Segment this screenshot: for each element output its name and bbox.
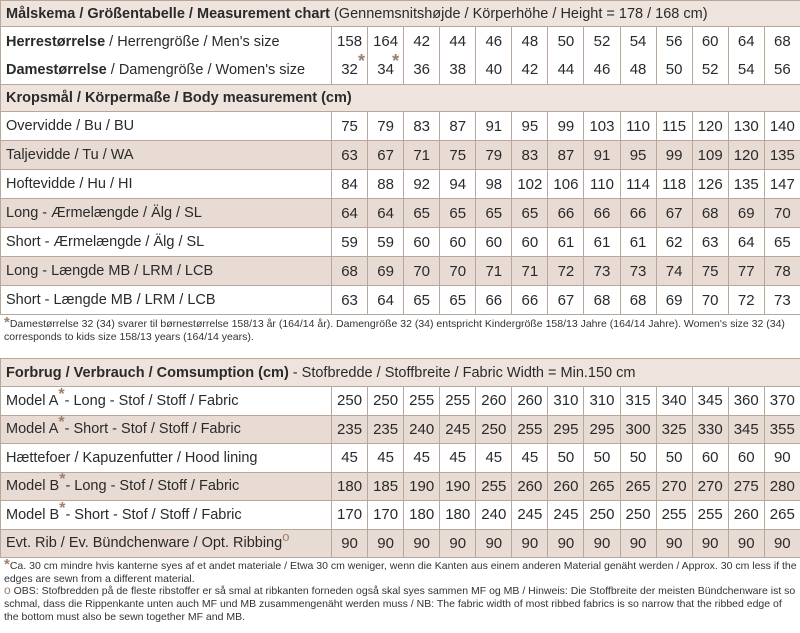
- consumption-cell: 260: [512, 387, 548, 416]
- measurement-cell: 83: [404, 112, 440, 141]
- consumption-row-label: [1, 472, 332, 501]
- measurement-cell: 130: [728, 112, 764, 141]
- consumption-cell: 90: [368, 529, 404, 558]
- size-footnote-text: Damestørrelse 32 (34) svarer til børnestørrelse 158/13 år (164/14 år). Damengröße 32 (34) entspricht Kindergröße 158/13 Jahre (164/14 Jahre). Women's size 32 (34) corresponds to kids size 158/13 years (164/14 years).: [4, 318, 785, 343]
- measurement-cell: 64: [368, 286, 404, 315]
- circle-icon: o: [4, 583, 11, 597]
- measurement-cell: 73: [584, 257, 620, 286]
- women-size-label-bold: Damestørrelse: [6, 61, 107, 78]
- measurement-row-label: Long - Ærmelængde / Älg / SL: [1, 199, 332, 228]
- consumption-table: [0, 358, 800, 558]
- measurement-cell: 88: [368, 170, 404, 199]
- consumption-row: [1, 501, 800, 530]
- measurement-row: [1, 170, 800, 199]
- measurement-cell: 68: [584, 286, 620, 315]
- consumption-cell: 90: [404, 529, 440, 558]
- consumption-cell: 50: [584, 444, 620, 473]
- measurement-cell: 65: [476, 199, 512, 228]
- consumption-cell: 90: [620, 529, 656, 558]
- measurement-cell: 68: [692, 199, 728, 228]
- consumption-cell: 260: [548, 472, 584, 501]
- measurement-row-label: Hoftevidde / Hu / HI: [1, 170, 332, 199]
- consumption-row: [1, 472, 800, 501]
- measurement-cell: 70: [764, 199, 800, 228]
- women-size-label: / Damengröße / Women's size: [106, 61, 306, 78]
- measurement-cell: 87: [548, 141, 584, 170]
- consumption-cell: 270: [692, 472, 728, 501]
- consumption-header: [1, 359, 800, 387]
- measurement-cell: 83: [512, 141, 548, 170]
- size-cell: 68 56: [764, 27, 800, 85]
- consumption-cell: 255: [404, 387, 440, 416]
- consumption-subtitle: - Stofbredde / Stoffbreite / Fabric Width = Min.150 cm: [288, 364, 636, 381]
- measurement-cell: 66: [512, 286, 548, 315]
- measurement-chart-title: Målskema / Größentabelle / Measurement chart: [6, 5, 330, 22]
- consumption-cell: 330: [692, 415, 728, 444]
- consumption-cell: 50: [620, 444, 656, 473]
- consumption-cell: 185: [368, 472, 404, 501]
- consumption-cell: 170: [368, 501, 404, 530]
- size-cell: 54 48: [620, 27, 656, 85]
- consumption-cell: 310: [584, 387, 620, 416]
- consumption-label-text: Model B: [6, 478, 60, 495]
- measurement-cell: 78: [764, 257, 800, 286]
- measurement-row: [1, 257, 800, 286]
- measurement-row: [1, 286, 800, 315]
- consumption-footnote-1: [4, 558, 798, 586]
- consumption-cell: 255: [440, 387, 476, 416]
- men-size-label: / Herrengröße / Men's size: [105, 33, 280, 50]
- measurement-cell: 135: [728, 170, 764, 199]
- measurement-cell: 102: [512, 170, 548, 199]
- measurement-cell: 109: [692, 141, 728, 170]
- consumption-label-suffix: - Short - Stof / Stoff / Fabric: [65, 506, 242, 523]
- size-labels: [1, 27, 332, 85]
- consumption-row: [1, 415, 800, 444]
- measurement-cell: 87: [440, 112, 476, 141]
- measurement-cell: 69: [368, 257, 404, 286]
- consumption-cell: 90: [764, 529, 800, 558]
- measurement-cell: 147: [764, 170, 800, 199]
- consumption-footnote-2-text: OBS: Stofbredden på de fleste ribstoffer er så smal at ribkanten forneden også skal syes sammen MF og MB / Hinweis: Die Stoffbreite der meisten Bündchenware ist so schmal, dass die Rippenkante unten auch MF und MB zusammengenäht werden muss / NB: The fabric width of most ribbed fabrics is so narrow that the ribbed edge of the bottom must also be sewn together MF and MB.: [4, 585, 796, 623]
- star-icon: *: [58, 386, 65, 403]
- size-cell: 50 44: [548, 27, 584, 85]
- consumption-cell: 295: [548, 415, 584, 444]
- measurement-cell: 64: [728, 228, 764, 257]
- consumption-cell: 90: [548, 529, 584, 558]
- measurement-row-label: Long - Længde MB / LRM / LCB: [1, 257, 332, 286]
- consumption-cell: 265: [584, 472, 620, 501]
- consumption-label-text: Model A: [6, 392, 59, 409]
- measurement-cell: 66: [584, 199, 620, 228]
- consumption-rows: [1, 387, 800, 558]
- consumption-row: [1, 529, 800, 558]
- measurement-cell: 65: [512, 199, 548, 228]
- body-measurement-rows: [1, 112, 800, 315]
- consumption-cell: 50: [656, 444, 692, 473]
- measurement-cell: 61: [620, 228, 656, 257]
- measurement-cell: 70: [440, 257, 476, 286]
- consumption-row-label: [1, 529, 332, 558]
- measurement-cell: 106: [548, 170, 584, 199]
- consumption-cell: 340: [656, 387, 692, 416]
- measurement-cell: 95: [512, 112, 548, 141]
- measurement-cell: 99: [656, 141, 692, 170]
- measurement-cell: 70: [692, 286, 728, 315]
- size-cell: 52 46: [584, 27, 620, 85]
- circle-icon: o: [282, 529, 290, 545]
- consumption-label-suffix: - Long - Stof / Stoff / Fabric: [64, 392, 239, 409]
- measurement-row-label: Short - Længde MB / LRM / LCB: [1, 286, 332, 315]
- measurement-cell: 73: [764, 286, 800, 315]
- consumption-cell: 45: [476, 444, 512, 473]
- consumption-cell: 235: [368, 415, 404, 444]
- consumption-row-label: [1, 387, 332, 416]
- measurement-cell: 66: [548, 199, 584, 228]
- measurement-cell: 99: [548, 112, 584, 141]
- measurement-chart-header: [1, 1, 800, 27]
- measurement-cell: 79: [476, 141, 512, 170]
- consumption-label-suffix: - Short - Stof / Stoff / Fabric: [64, 421, 241, 438]
- consumption-cell: 45: [368, 444, 404, 473]
- measurement-cell: 98: [476, 170, 512, 199]
- men-size-label-bold: Herrestørrelse: [6, 33, 106, 50]
- measurement-cell: 60: [440, 228, 476, 257]
- body-measurement-title: Kropsmål / Körpermaße / Body measurement (cm): [6, 90, 352, 106]
- consumption-label-text: Model B: [6, 506, 60, 523]
- measurement-cell: 69: [656, 286, 692, 315]
- measurement-cell: 115: [656, 112, 692, 141]
- consumption-cell: 180: [332, 472, 368, 501]
- consumption-cell: 255: [656, 501, 692, 530]
- consumption-cell: 310: [548, 387, 584, 416]
- measurement-cell: 75: [692, 257, 728, 286]
- measurement-row: [1, 199, 800, 228]
- size-cell: 42 36: [404, 27, 440, 85]
- measurement-cell: 71: [404, 141, 440, 170]
- measurement-cell: 110: [584, 170, 620, 199]
- measurement-cell: 68: [620, 286, 656, 315]
- consumption-cell: 255: [692, 501, 728, 530]
- consumption-cell: 345: [692, 387, 728, 416]
- consumption-cell: 315: [620, 387, 656, 416]
- size-cell: 60 52: [692, 27, 728, 85]
- consumption-cell: 275: [728, 472, 764, 501]
- measurement-cell: 91: [584, 141, 620, 170]
- consumption-cell: 90: [728, 529, 764, 558]
- measurement-cell: 63: [332, 286, 368, 315]
- measurement-cell: 64: [332, 199, 368, 228]
- consumption-cell: 260: [476, 387, 512, 416]
- measurement-chart-table: [0, 0, 800, 315]
- measurement-cell: 94: [440, 170, 476, 199]
- measurement-cell: 70: [404, 257, 440, 286]
- measurement-chart-subtitle: (Gennemsnitshøjde / Körperhöhe / Height = 178 / 168 cm): [329, 5, 708, 22]
- consumption-cell: 345: [728, 415, 764, 444]
- measurement-cell: 91: [476, 112, 512, 141]
- size-cell: 48 42: [512, 27, 548, 85]
- measurement-cell: 68: [332, 257, 368, 286]
- measurement-cell: 71: [512, 257, 548, 286]
- measurement-cell: 63: [332, 141, 368, 170]
- consumption-cell: 90: [764, 444, 800, 473]
- measurement-cell: 69: [728, 199, 764, 228]
- consumption-cell: 325: [656, 415, 692, 444]
- measurement-cell: 65: [764, 228, 800, 257]
- measurement-row: [1, 141, 800, 170]
- measurement-cell: 72: [728, 286, 764, 315]
- body-measurement-header: [1, 85, 800, 112]
- consumption-cell: 295: [584, 415, 620, 444]
- measurement-cell: 67: [548, 286, 584, 315]
- measurement-cell: 120: [692, 112, 728, 141]
- size-cell: 44 38: [440, 27, 476, 85]
- measurement-cell: 65: [404, 286, 440, 315]
- measurement-cell: 65: [440, 286, 476, 315]
- measurement-cell: 74: [656, 257, 692, 286]
- measurement-cell: 66: [620, 199, 656, 228]
- consumption-cell: 90: [584, 529, 620, 558]
- consumption-cell: 355: [764, 415, 800, 444]
- consumption-cell: 265: [620, 472, 656, 501]
- measurement-cell: 60: [512, 228, 548, 257]
- consumption-label-suffix: - Long - Stof / Stoff / Fabric: [65, 478, 240, 495]
- consumption-cell: 180: [440, 501, 476, 530]
- measurement-row-label: Taljevidde / Tu / WA: [1, 141, 332, 170]
- consumption-cell: 245: [440, 415, 476, 444]
- measurement-cell: 84: [332, 170, 368, 199]
- consumption-row-label: [1, 501, 332, 530]
- measurement-cell: 126: [692, 170, 728, 199]
- measurement-cell: 92: [404, 170, 440, 199]
- consumption-cell: 250: [332, 387, 368, 416]
- measurement-cell: 120: [728, 141, 764, 170]
- measurement-row: [1, 228, 800, 257]
- measurement-cell: 75: [332, 112, 368, 141]
- measurement-cell: 59: [368, 228, 404, 257]
- measurement-cell: 103: [584, 112, 620, 141]
- measurement-cell: 73: [620, 257, 656, 286]
- measurement-cell: 71: [476, 257, 512, 286]
- consumption-cell: 270: [656, 472, 692, 501]
- consumption-cell: 90: [656, 529, 692, 558]
- consumption-cell: 60: [692, 444, 728, 473]
- measurement-row: [1, 112, 800, 141]
- consumption-footnote-2: [4, 584, 798, 624]
- size-footnote: [4, 316, 798, 344]
- size-cell: 64 54: [728, 27, 764, 85]
- consumption-row: [1, 387, 800, 416]
- measurement-cell: 60: [404, 228, 440, 257]
- consumption-row-label: [1, 444, 332, 473]
- consumption-cell: 250: [476, 415, 512, 444]
- consumption-cell: 245: [548, 501, 584, 530]
- size-cell: 164 34 *: [368, 27, 404, 85]
- consumption-label-text: Evt. Rib / Ev. Bündchenware / Opt. Ribbing: [6, 535, 283, 552]
- consumption-cell: 240: [404, 415, 440, 444]
- consumption-cell: 260: [512, 472, 548, 501]
- measurement-cell: 61: [584, 228, 620, 257]
- consumption-cell: 190: [404, 472, 440, 501]
- measurement-cell: 77: [728, 257, 764, 286]
- consumption-cell: 300: [620, 415, 656, 444]
- consumption-cell: 280: [764, 472, 800, 501]
- measurement-cell: 110: [620, 112, 656, 141]
- consumption-cell: 50: [548, 444, 584, 473]
- measurement-cell: 114: [620, 170, 656, 199]
- measurement-cell: 62: [656, 228, 692, 257]
- consumption-cell: 90: [332, 529, 368, 558]
- consumption-cell: 90: [692, 529, 728, 558]
- size-row: [1, 27, 800, 85]
- size-cell: 56 50: [656, 27, 692, 85]
- consumption-cell: 235: [332, 415, 368, 444]
- measurement-cell: 95: [620, 141, 656, 170]
- measurement-cell: 61: [548, 228, 584, 257]
- consumption-row: [1, 444, 800, 473]
- consumption-cell: 250: [368, 387, 404, 416]
- consumption-row-label: [1, 415, 332, 444]
- consumption-footnote-1-text: Ca. 30 cm mindre hvis kanterne syes af et andet materiale / Etwa 30 cm weniger, wenn die Kanten aus einem anderen Material genäht werden / Approx. 30 cm less if the edges are sewn from a different material.: [4, 560, 797, 585]
- consumption-cell: 240: [476, 501, 512, 530]
- consumption-cell: 255: [476, 472, 512, 501]
- consumption-cell: 45: [404, 444, 440, 473]
- consumption-cell: 190: [440, 472, 476, 501]
- consumption-cell: 250: [620, 501, 656, 530]
- measurement-cell: 63: [692, 228, 728, 257]
- measurement-cell: 75: [440, 141, 476, 170]
- consumption-cell: 370: [764, 387, 800, 416]
- consumption-cell: 90: [440, 529, 476, 558]
- measurement-cell: 72: [548, 257, 584, 286]
- star-icon: *: [4, 556, 10, 573]
- measurement-cell: 59: [332, 228, 368, 257]
- measurement-row-label: Overvidde / Bu / BU: [1, 112, 332, 141]
- star-icon: *: [58, 415, 65, 432]
- measurement-cell: 67: [368, 141, 404, 170]
- consumption-cell: 90: [512, 529, 548, 558]
- consumption-cell: 90: [476, 529, 512, 558]
- measurement-cell: 66: [476, 286, 512, 315]
- measurement-cell: 135: [764, 141, 800, 170]
- measurement-cell: 140: [764, 112, 800, 141]
- consumption-cell: 245: [512, 501, 548, 530]
- star-icon: *: [4, 314, 10, 331]
- consumption-cell: 45: [440, 444, 476, 473]
- consumption-cell: 265: [764, 501, 800, 530]
- consumption-cell: 250: [584, 501, 620, 530]
- consumption-cell: 170: [332, 501, 368, 530]
- measurement-cell: 118: [656, 170, 692, 199]
- consumption-title: Forbrug / Verbrauch / Comsumption (cm): [6, 364, 289, 381]
- consumption-cell: 180: [404, 501, 440, 530]
- measurement-cell: 67: [656, 199, 692, 228]
- measurement-cell: 60: [476, 228, 512, 257]
- consumption-label-text: Model A: [6, 421, 59, 438]
- size-cell: 46 40: [476, 27, 512, 85]
- measurement-cell: 65: [440, 199, 476, 228]
- measurement-cell: 65: [404, 199, 440, 228]
- measurement-cell: 79: [368, 112, 404, 141]
- consumption-cell: 60: [728, 444, 764, 473]
- consumption-label-text: Hættefoer / Kapuzenfutter / Hood lining: [6, 449, 258, 466]
- consumption-cell: 360: [728, 387, 764, 416]
- consumption-cell: 45: [332, 444, 368, 473]
- star-icon: *: [59, 472, 66, 489]
- consumption-cell: 45: [512, 444, 548, 473]
- measurement-row-label: Short - Ærmelængde / Älg / SL: [1, 228, 332, 257]
- star-icon: *: [59, 500, 66, 517]
- consumption-cell: 255: [512, 415, 548, 444]
- measurement-cell: 64: [368, 199, 404, 228]
- size-cell: 158 32 *: [332, 27, 368, 85]
- consumption-cell: 260: [728, 501, 764, 530]
